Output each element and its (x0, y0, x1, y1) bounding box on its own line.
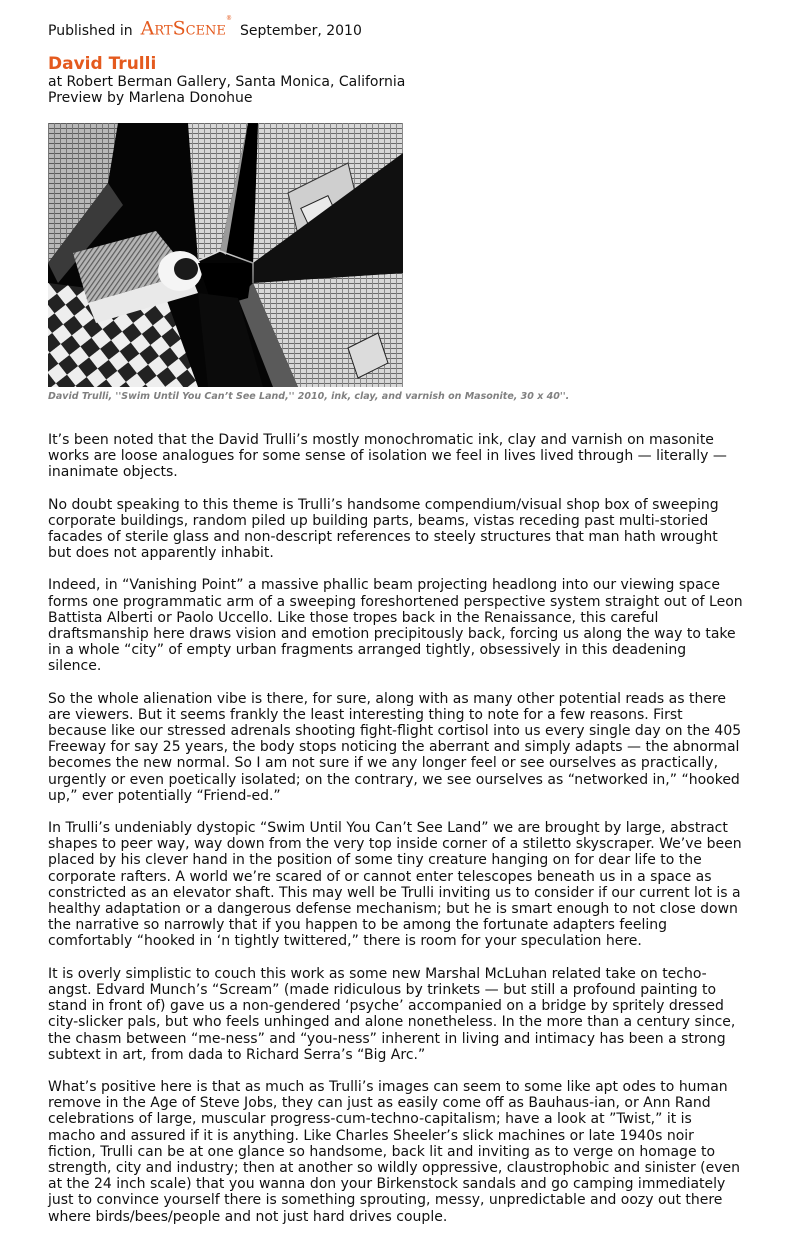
article-body (48, 432, 743, 1225)
published-prefix: Published in (48, 22, 133, 39)
byline: Preview by Marlena Donohue (48, 90, 253, 106)
image-caption: David Trulli, ''Swim Until You Can’t See Land,'' 2010, ink, clay, and varnish on Masonite, 30 x 40''. (48, 391, 570, 402)
article-page (48, 15, 748, 1241)
publication-date: September, 2010 (239, 22, 362, 39)
logo-part: CENE (185, 23, 226, 39)
logo-part: RT (154, 23, 173, 39)
artwork-image (48, 123, 403, 387)
trademark-mark: ® (225, 15, 232, 22)
logo-part: A (140, 17, 155, 40)
logo-part: S (172, 17, 186, 40)
venue-line: at Robert Berman Gallery, Santa Monica, California (48, 74, 406, 90)
paragraph: So the whole alienation vibe is there, for sure, along with as many other potential reads as there are viewers. But it seems frankly the least interesting thing to note for a few reasons. First because like our stressed adrenals shooting fight-flight cortisol into us every single day on the 405 Freeway for say 25 years, the body stops noticing the aberrant and simply adapts — the abnormal becomes the new normal. So I am not sure if we any longer feel or see ourselves as practically, urgently or even poetically isolated; on the contrary, we see ourselves as “networked in,” “hooked up,” ever potentially “Friend-ed.” (48, 690, 742, 804)
paragraph: In Trulli’s undeniably dystopic “Swim Until You Can’t See Land” we are brought by large, abstract shapes to peer way, way down from the very top inside corner of a stiletto skyscraper. We’ve been placed by his clever hand in the position of some tiny creature hanging on for dear life to the corporate rafters. A world we’re scared of or cannot enter telescopes beneath us in a space as constricted as an elevator shaft. This may well be Trulli inviting us to consider if our current lot is a healthy adaptation or a dangerous defense mechanism; but he is smart enough to not close down the narrative so narrowly that if you happen to be among the fortunate adapters feeling comfortably “hooked in ‘n tightly twittered,” there is room for your speculation here. (48, 820, 742, 950)
paragraph: What’s positive here is that as much as Trulli’s images can seem to some like apt odes to human remove in the Age of Steve Jobs, they can just as easily come off as Bauhaus-ian, or Ann Rand celebrations of large, muscular progress-cum-techno-capitalism; have a look at ”Twist,” it is macho and assured if it is anything. Like Charles Sheeler’s slick machines or late 1940s noir fiction, Trulli can be at one glance so handsome, back lit and inviting as to verge on homage to strength, city and industry; then at another so wildly oppressive, claustrophobic and sinister (even at the 24 inch scale) that you wanna don your Birkenstock sandals and go camping immediately just to convince yourself there is something sprouting, messy, unpredictable and oozy out there where birds/bees/people and not just hard drives couple. (48, 1078, 740, 1225)
artscene-logo[interactable] (140, 15, 232, 41)
paragraph: Indeed, in “Vanishing Point” a massive phallic beam projecting headlong into our viewing space forms one programmatic arm of a sweeping foreshortened perspective system straight out of Leon Battista Alberti or Paolo Uccello. Like those tropes back in the Renaissance, this careful draftsmanship here draws vision and emotion precipitously back, forcing us along the way to take in a whole “city” of empty urban fragments arranged tightly, obsessively in this deadening silence. (48, 577, 743, 675)
paragraph: It’s been noted that the David Trulli’s mostly monochromatic ink, clay and varnish on masonite works are loose analogues for some sense of isolation we feel in lives lived through — literally — inanimate objects. (48, 432, 727, 481)
paragraph: No doubt speaking to this theme is Trulli’s handsome compendium/visual shop box of sweeping corporate buildings, random piled up building parts, beams, vistas receding past multi-storied facades of sterile glass and non-descript references to steely structures that man hath wrought but does not apparently inhabit. (48, 496, 719, 562)
paragraph: It is overly simplistic to couch this work as some new Marshal McLuhan related take on techo-angst. Edvard Munch’s “Scream” (made ridiculous by trinkets — but still a profound painting to stand in front of) gave us a non-gendered ‘psyche’ accompanied on a bridge by spritely dressed city-slicker pals, but who feels unhinged and alone nonetheless. In the more than a century since, the chasm between “me-ness” and “you-ness” inherent in living and intimacy has been a strong subtext in art, from dada to Richard Serra’s “Big Arc.” (48, 965, 736, 1063)
article-title: David Trulli (48, 54, 157, 74)
publication-line (48, 15, 748, 40)
